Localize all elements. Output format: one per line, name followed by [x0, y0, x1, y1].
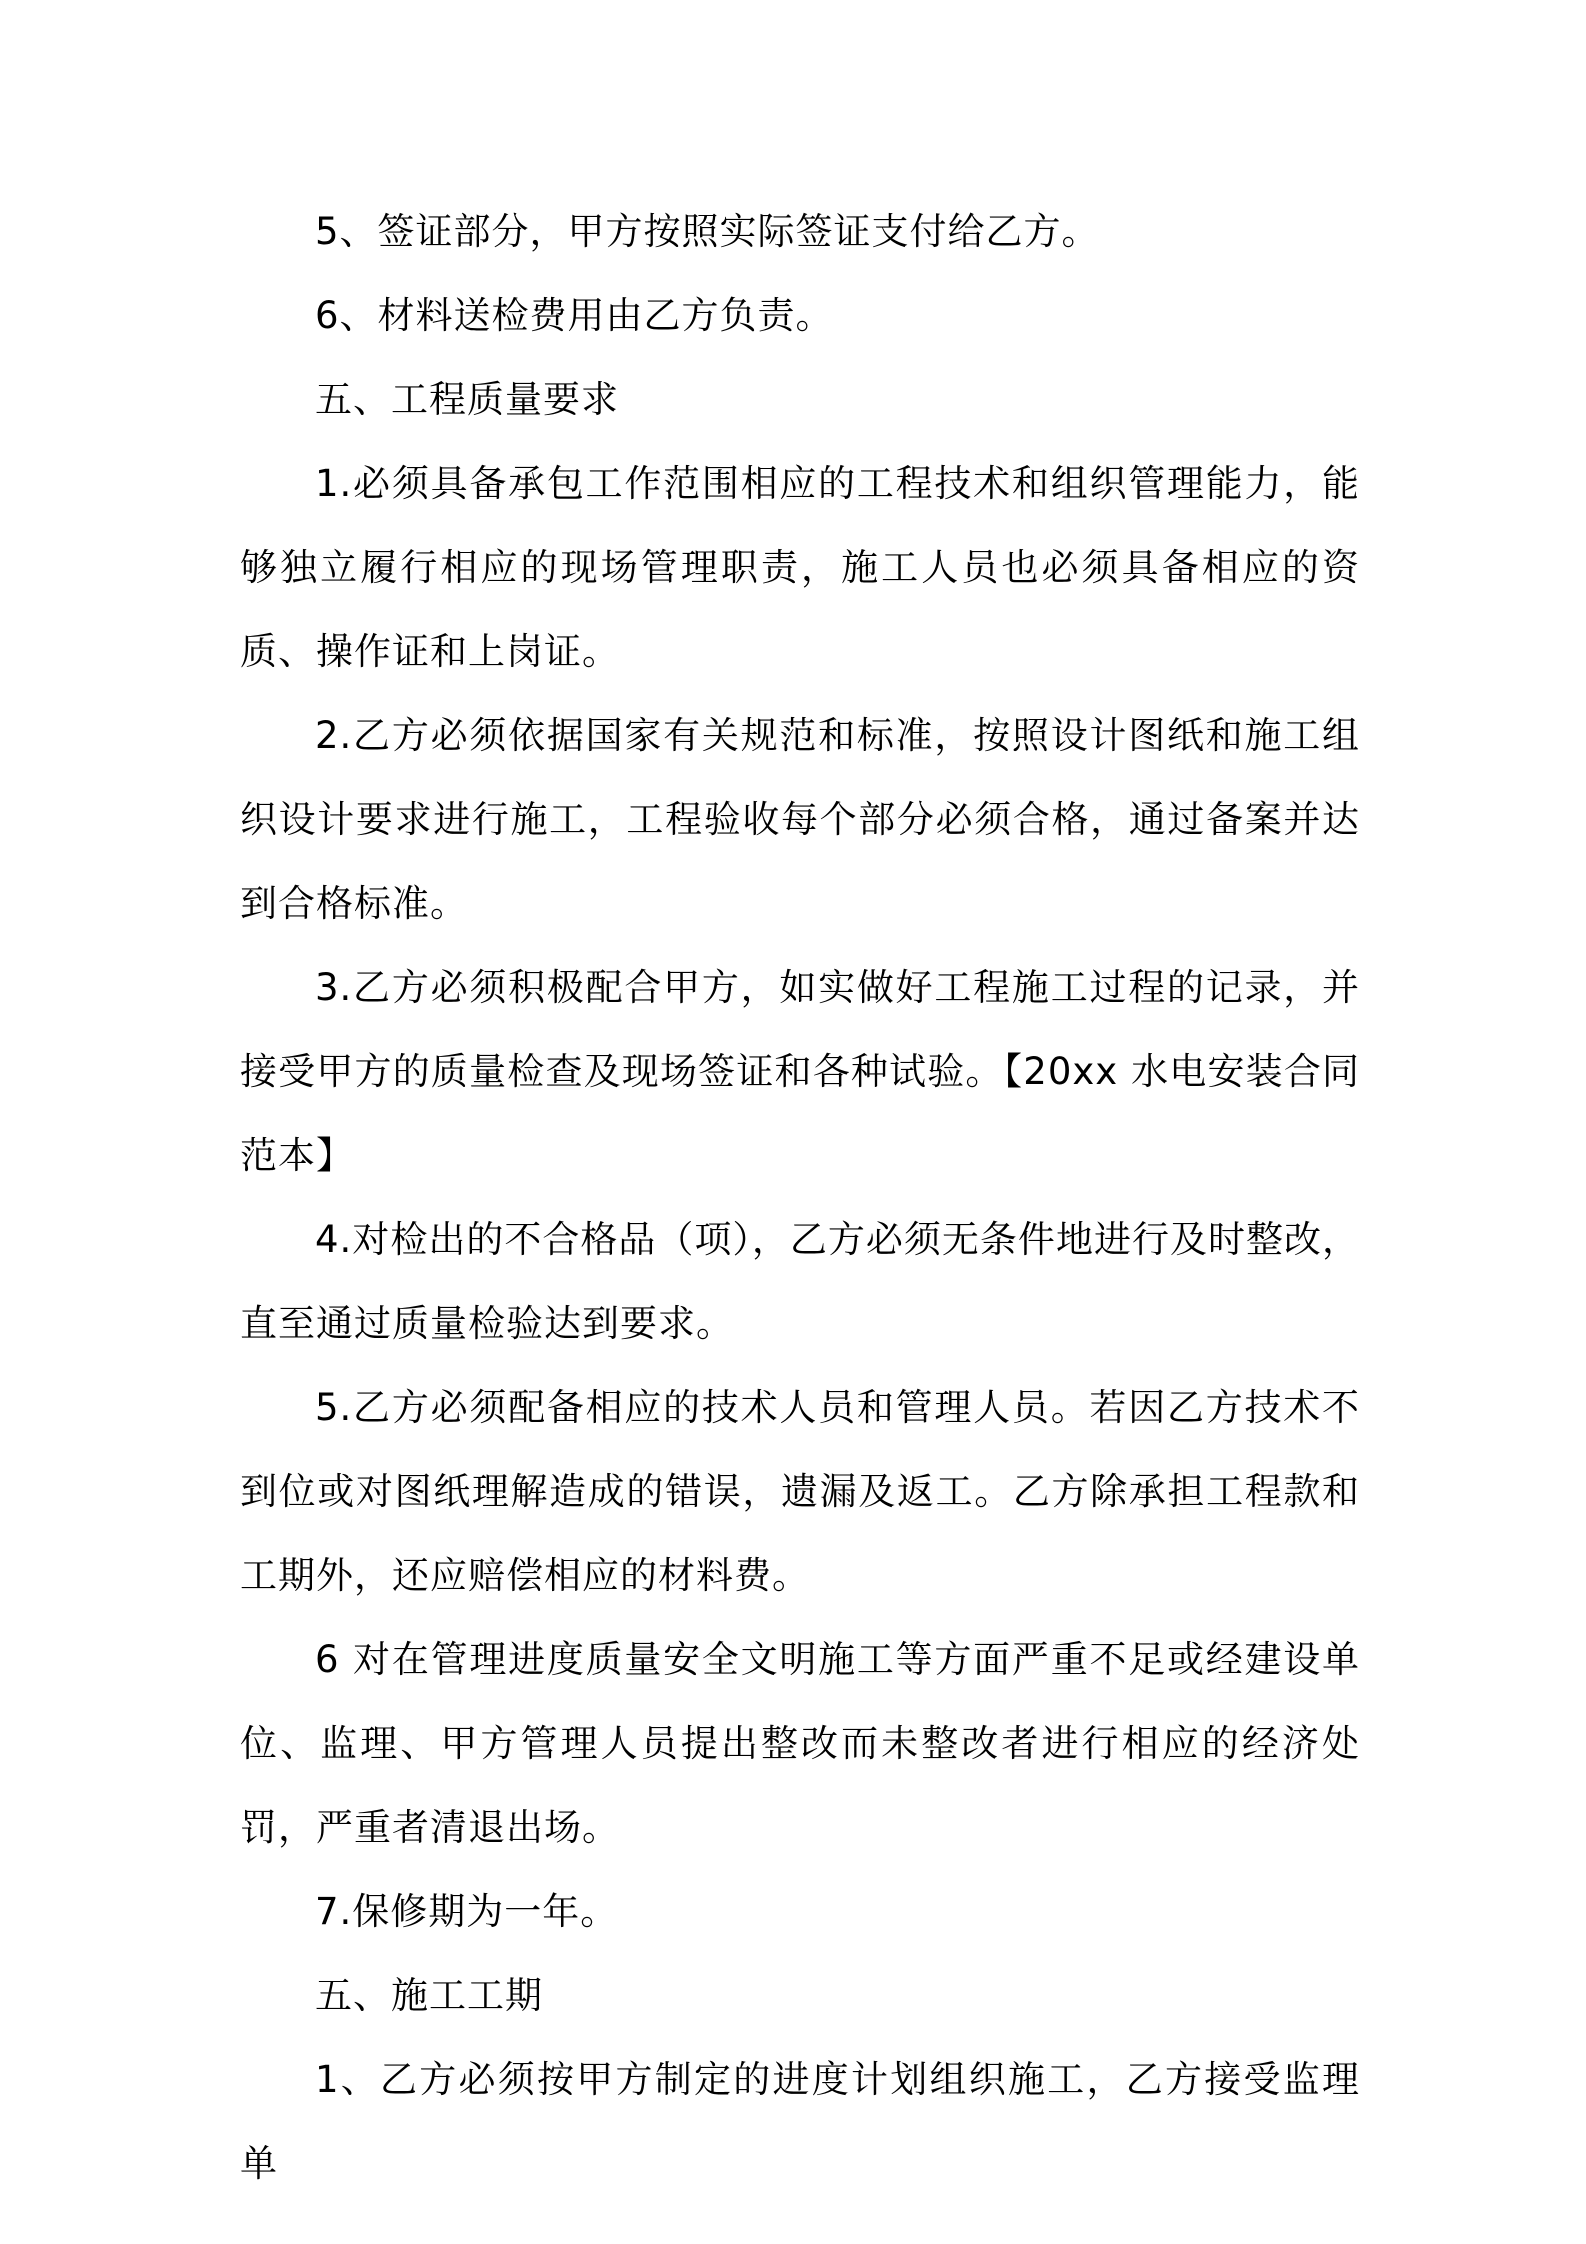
paragraph-inspection-fee: 6、材料送检费用由乙方负责。: [315, 294, 834, 337]
paragraph-quality-2: 2.乙方必须依据国家有关规范和标准，按照设计图纸和施工组织设计要求进行施工，工程验收每个部分必须合格，通过备案并达到合格标准。: [240, 714, 1360, 925]
paragraph-schedule-1: 1、乙方必须按甲方制定的进度计划组织施工，乙方接受监理单: [240, 2058, 1360, 2185]
document-body: [240, 190, 1360, 2206]
section-heading-quality: 五、工程质量要求: [315, 378, 619, 421]
paragraph-quality-4: 4.对检出的不合格品（项），乙方必须无条件地进行及时整改，直至通过质量检验达到要求。: [240, 1218, 1360, 1345]
paragraph-quality-3: 3.乙方必须积极配合甲方，如实做好工程施工过程的记录，并接受甲方的质量检查及现场签证和各种试验。【20xx 水电安装合同范本】: [240, 966, 1360, 1177]
section-heading-schedule: 五、施工工期: [315, 1974, 543, 2017]
paragraph-quality-6: 6 对在管理进度质量安全文明施工等方面严重不足或经建设单位、监理、甲方管理人员提出整改而未整改者进行相应的经济处罚，严重者清退出场。: [240, 1638, 1360, 1849]
paragraph-quality-7: 7.保修期为一年。: [315, 1890, 619, 1933]
paragraph-visa-payment: 5、签证部分，甲方按照实际签证支付给乙方。: [315, 210, 1100, 253]
paragraph-quality-5: 5.乙方必须配备相应的技术人员和管理人员。若因乙方技术不到位或对图纸理解造成的错误，遗漏及返工。乙方除承担工程款和工期外，还应赔偿相应的材料费。: [240, 1386, 1360, 1597]
paragraph-quality-1: 1.必须具备承包工作范围相应的工程技术和组织管理能力，能够独立履行相应的现场管理职责，施工人员也必须具备相应的资质、操作证和上岗证。: [240, 462, 1360, 673]
